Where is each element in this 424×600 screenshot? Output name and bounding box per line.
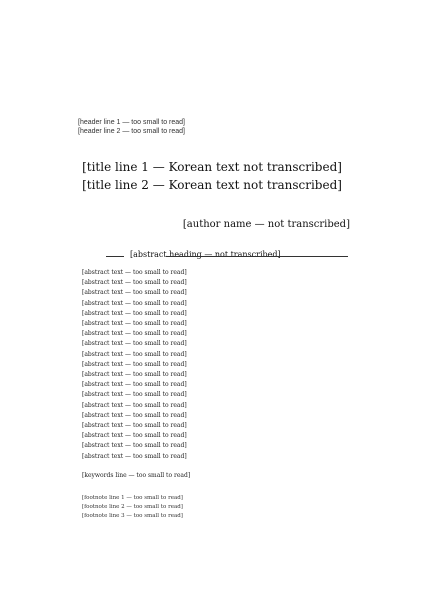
abstract-line: [abstract text — too small to read]: [82, 279, 187, 287]
abstract-heading-row: [78, 249, 348, 263]
footnotes: [82, 494, 344, 521]
abstract-line: [abstract text — too small to read]: [82, 330, 187, 338]
title-line: [title line 1 — Korean text not transcribed]: [82, 160, 342, 174]
journal-meta-line: [header line 2 — too small to read]: [78, 128, 186, 135]
abstract-line: [abstract text — too small to read]: [82, 432, 187, 440]
abstract-line: [abstract text — too small to read]: [82, 411, 187, 419]
title-line: [title line 2 — Korean text not transcribed]: [82, 178, 342, 192]
abstract-line: [abstract text — too small to read]: [82, 289, 187, 297]
abstract-line: [abstract text — too small to read]: [82, 401, 187, 409]
abstract-body: [82, 268, 344, 462]
abstract-line: [abstract text — too small to read]: [82, 340, 187, 348]
abstract-line: [abstract text — too small to read]: [82, 309, 187, 317]
footnote-line: [footnote line 1 — too small to read]: [82, 495, 183, 501]
journal-meta-line: [header line 1 — too small to read]: [78, 119, 186, 126]
heading-rule-left: [106, 256, 124, 257]
abstract-line: [abstract text — too small to read]: [82, 442, 187, 450]
abstract-line: [abstract text — too small to read]: [82, 299, 187, 307]
abstract-line: [abstract text — too small to read]: [82, 371, 187, 379]
footnote-line: [footnote line 3 — too small to read]: [82, 513, 183, 519]
abstract-line: [abstract text — too small to read]: [82, 269, 187, 276]
journal-header-meta: [78, 118, 348, 136]
abstract-heading: [abstract heading — not transcribed]: [130, 250, 281, 259]
heading-rule-right: [166, 256, 348, 257]
abstract-line: [abstract text — too small to read]: [82, 320, 187, 328]
author-name: [author name — not transcribed]: [182, 219, 350, 230]
abstract-line: [abstract text — too small to read]: [82, 452, 187, 460]
paper-title: [56, 158, 368, 194]
footnote-line: [footnote line 2 — too small to read]: [82, 504, 183, 510]
abstract-line: [abstract text — too small to read]: [82, 391, 187, 399]
abstract-line: [abstract text — too small to read]: [82, 381, 187, 389]
abstract-line: [abstract text — too small to read]: [82, 350, 187, 358]
abstract-line: [abstract text — too small to read]: [82, 360, 187, 368]
keywords-line: [keywords line — too small to read]: [82, 472, 191, 479]
abstract-line: [abstract text — too small to read]: [82, 422, 187, 430]
